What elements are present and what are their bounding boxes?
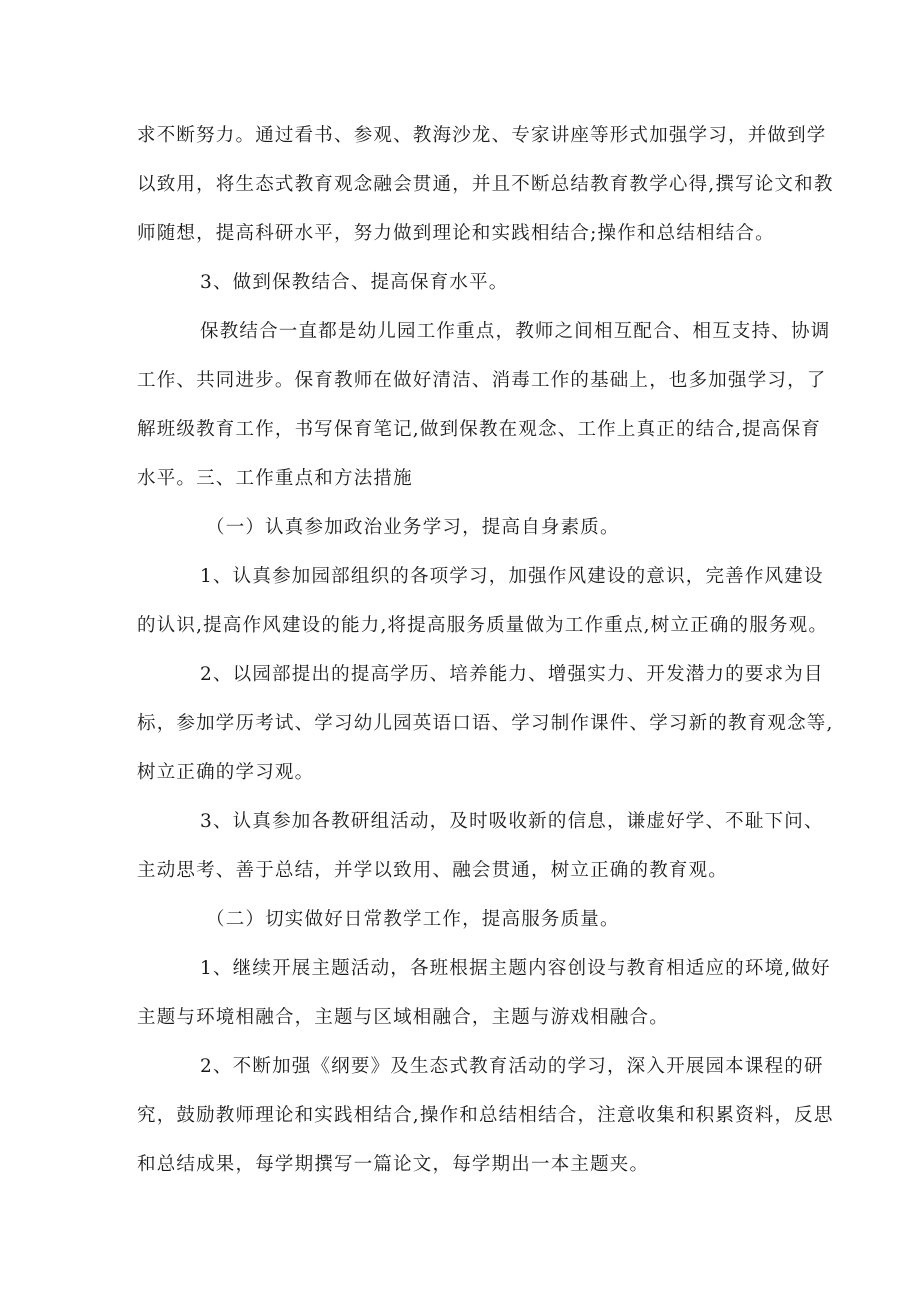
text-line: 工作、共同进步。保育教师在做好清洁、消毒工作的基础上，也多加强学习，了	[137, 370, 827, 391]
section-heading: （二）切实做好日常教学工作，提高服务质量。	[206, 909, 620, 930]
text-line: 1、继续开展主题活动，各班根据主题内容创设与教育相适应的环境,做好	[200, 958, 831, 979]
text-line: 标，参加学历考试、学习幼儿园英语口语、学习制作课件、学习新的教育观念等,	[137, 713, 834, 734]
text-line: 1、认真参加园部组织的各项学习，加强作风建设的意识，完善作风建设	[200, 566, 824, 587]
text-line: 解班级教育工作，书写保育笔记,做到保教在观念、工作上真正的结合,提高保育	[137, 419, 821, 440]
text-line: 主题与环境相融合，主题与区域相融合，主题与游戏相融合。	[137, 1007, 669, 1028]
text-line: 2、不断加强《纲要》及生态式教育活动的学习，深入开展园本课程的研	[200, 1056, 824, 1077]
text-line: 3、认真参加各教研组活动，及时吸收新的信息，谦虚好学、不耻下问、	[200, 811, 824, 832]
text-line: 水平。三、工作重点和方法措施	[137, 468, 413, 489]
text-line: 究，鼓励教师理论和实践相结合,操作和总结相结合，注意收集和积累资料，反思	[137, 1105, 834, 1126]
text-line: 2、以园部提出的提高学历、培养能力、增强实力、开发潜力的要求为目	[200, 664, 824, 685]
section-heading: （一）认真参加政治业务学习，提高自身素质。	[206, 517, 620, 538]
text-line: 保教结合一直都是幼儿园工作重点，教师之间相互配合、相互支持、协调	[200, 321, 831, 342]
section-heading: 3、做到保教结合、提高保育水平。	[200, 272, 509, 293]
text-line: 师随想，提高科研水平，努力做到理论和实践相结合;操作和总结相结合。	[137, 223, 775, 244]
text-line: 树立正确的学习观。	[137, 762, 315, 783]
text-line: 和总结成果，每学期撰写一篇论文，每学期出一本主题夹。	[137, 1154, 650, 1175]
text-line: 以致用，将生态式教育观念融会贯通，并且不断总结教育教学心得,撰写论文和教	[137, 174, 834, 195]
text-line: 主动思考、善于总结，并学以致用、融会贯通，树立正确的教育观。	[137, 860, 729, 881]
text-line: 求不断努力。通过看书、参观、教海沙龙、专家讲座等形式加强学习，并做到学	[137, 125, 827, 146]
text-line: 的认识,提高作风建设的能力,将提高服务质量做为工作重点,树立正确的服务观。	[137, 615, 829, 636]
